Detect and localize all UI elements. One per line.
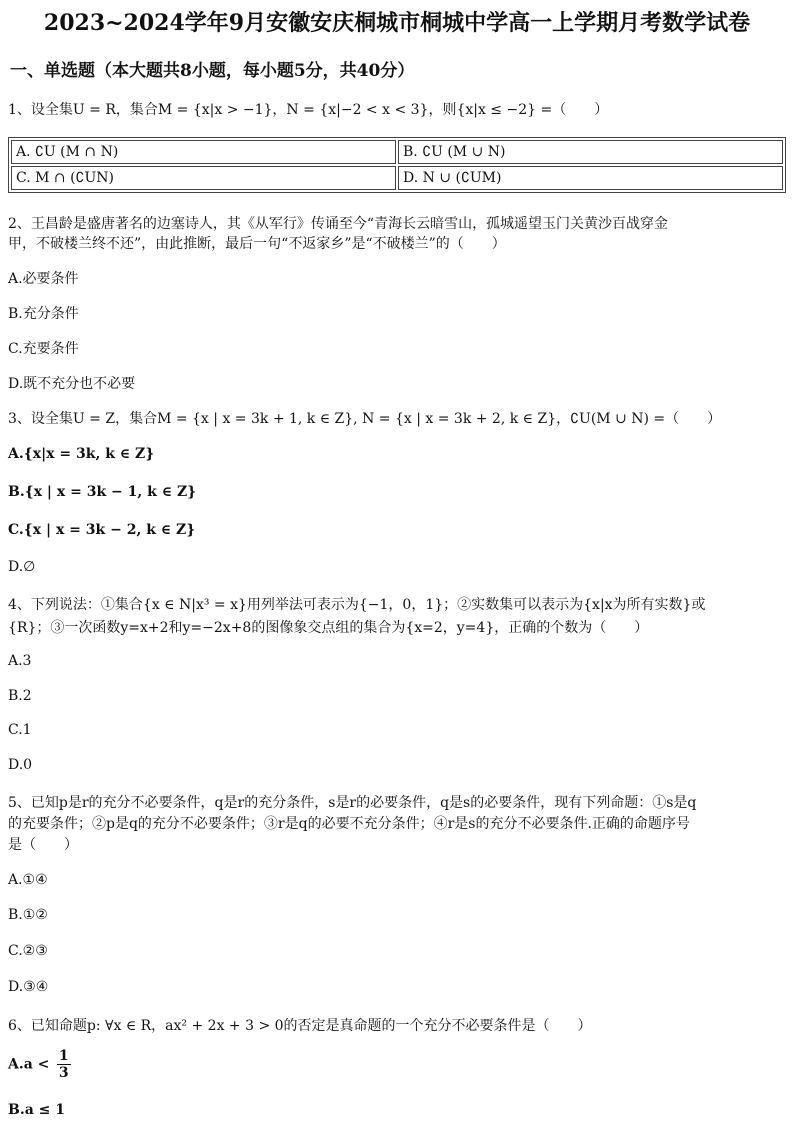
question-1-option-b[interactable]: B. ∁U (M ∪ N) [398, 140, 783, 164]
question-5-option-b[interactable]: B.①② [8, 907, 48, 923]
question-1-option-c[interactable]: C. M ∩ (∁UN) [11, 166, 396, 190]
question-5-option-a[interactable]: A.①④ [8, 872, 48, 888]
question-2-option-d[interactable]: D.既不充分也不必要 [8, 376, 136, 392]
question-5-option-c[interactable]: C.②③ [8, 943, 48, 959]
question-3-option-a[interactable]: A.{x|x = 3k, k ∈ Z} [8, 446, 155, 462]
question-2-option-b[interactable]: B.充分条件 [8, 306, 79, 322]
question-4-option-a[interactable]: A.3 [8, 653, 32, 669]
question-3-option-b[interactable]: B.{x | x = 3k − 1, k ∈ Z} [8, 484, 197, 500]
question-2-option-c[interactable]: C.充要条件 [8, 341, 79, 357]
question-6-option-a-fraction [57, 1048, 71, 1081]
question-1-option-a[interactable]: A. ∁U (M ∩ N) [11, 140, 396, 164]
section-heading: 一、单选题（本大题共8小题，每小题5分，共40分） [10, 61, 415, 81]
question-2-option-a[interactable]: A.必要条件 [8, 271, 79, 287]
fraction-denominator: 3 [58, 1065, 69, 1081]
question-4-option-c[interactable]: C.1 [8, 722, 32, 738]
question-2-stem-line-2: 甲，不破楼兰终不还”，由此推断，最后一句“不返家乡”是“不破楼兰”的（ ） [8, 236, 506, 252]
question-3-stem: 3、设全集U = Z，集合M = {x | x = 3k + 1, k ∈ Z}, N = {x | x = 3k + 2, k ∈ Z}，∁U(M ∪ N) =（ ） [8, 411, 722, 427]
question-1-options-table [8, 137, 786, 193]
question-6-option-b[interactable]: B.a ≤ 1 [8, 1102, 65, 1118]
question-5-stem-line-2: 的充要条件；②p是q的充分不必要条件；③r是q的必要不充分条件；④r是s的充分不必要条件.正确的命题序号 [8, 816, 690, 832]
question-3-option-c[interactable]: C.{x | x = 3k − 2, k ∈ Z} [8, 522, 196, 538]
question-4-stem-line-2: {R}；③一次函数y=x+2和y=−2x+8的图像象交点组的集合为{x=2，y=4}，正确的个数为（ ） [8, 620, 649, 636]
question-2-stem-line-1: 2、王昌龄是盛唐著名的边塞诗人，其《从军行》传诵至今“青海长云暗雪山，孤城遥望玉门关黄沙百战穿金 [8, 216, 669, 232]
fraction-numerator: 1 [58, 1048, 69, 1064]
exam-title: 2023~2024学年9月安徽安庆桐城市桐城中学高一上学期月考数学试卷 [43, 10, 751, 36]
question-6-stem: 6、已知命题p: ∀x ∈ R，ax² + 2x + 3 > 0的否定是真命题的一个充分不必要条件是（ ） [8, 1018, 592, 1034]
question-4-option-d[interactable]: D.0 [8, 757, 33, 773]
question-1-stem: 1、设全集U = R，集合M = {x|x > −1}，N = {x|−2 < x < 3}，则{x|x ≤ −2} =（ ） [8, 102, 609, 118]
question-5-stem-line-3: 是（ ） [8, 837, 78, 853]
question-5-stem-line-1: 5、已知p是r的充分不必要条件，q是r的充分条件，s是r的必要条件，q是s的必要条件，现有下列命题：①s是q [8, 795, 697, 811]
question-6-option-a[interactable] [8, 1048, 71, 1081]
question-1-option-d[interactable]: D. N ∪ (∁UM) [398, 166, 783, 190]
question-6-option-a-prefix: A.a < [8, 1056, 50, 1073]
question-3-option-d[interactable]: D.∅ [8, 559, 36, 575]
question-4-stem-line-1: 4、下列说法：①集合{x ∈ N|x³ = x}用列举法可表示为{−1，0，1}；②实数集可以表示为{x|x为所有实数}或 [8, 597, 706, 613]
question-5-option-d[interactable]: D.③④ [8, 979, 49, 995]
question-4-option-b[interactable]: B.2 [8, 688, 32, 704]
